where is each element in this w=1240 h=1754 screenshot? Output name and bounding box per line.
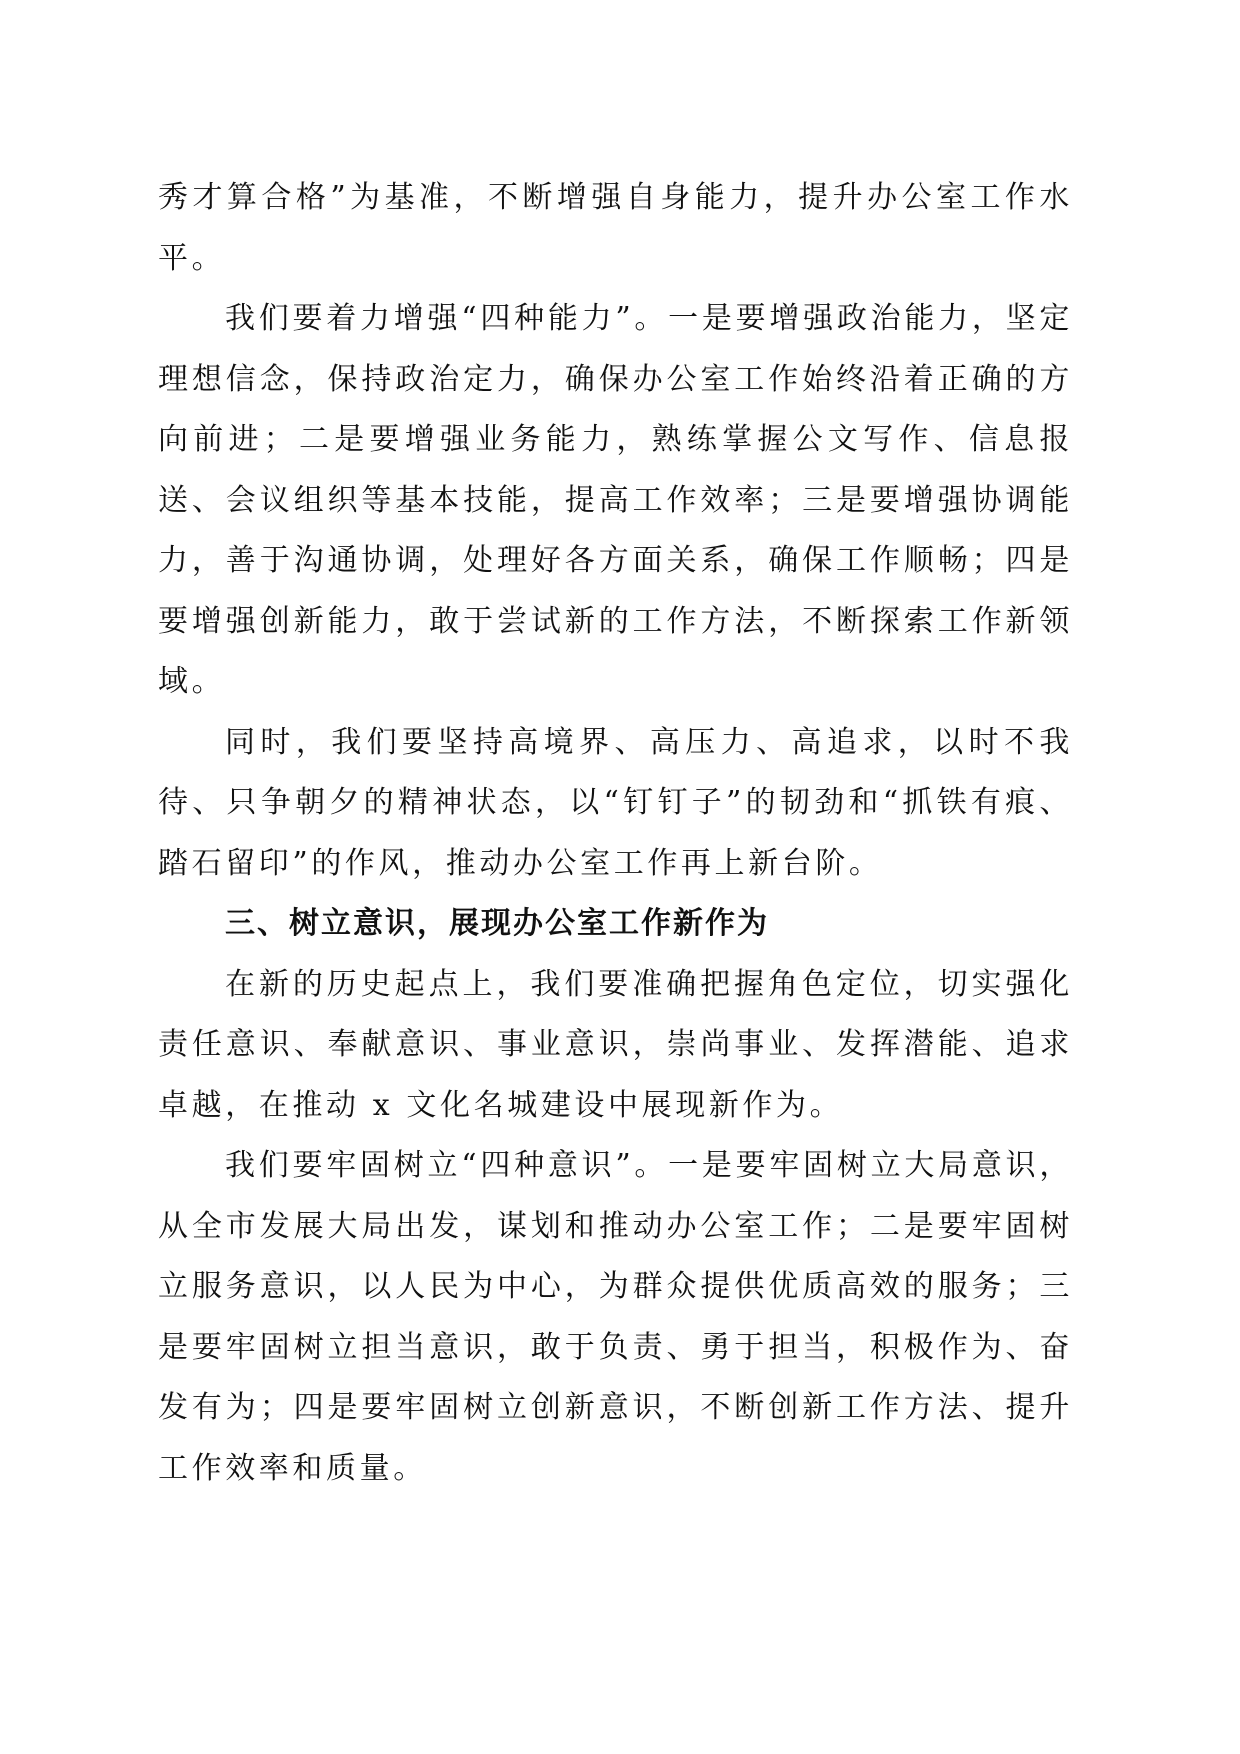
paragraph-continued: 秀才算合格”为基准，不断增强自身能力，提升办公室工作水平。 [158,180,1073,276]
paragraph-four-abilities: 我们要着力增强“四种能力”。一是要增强政治能力，坚定理想信念，保持政治定力，确保办公室工作始终沿着正确的方向前进；二是要增强业务能力，熟练掌握公文写作、信息报送、会议组织等基本技能，提高工作效率；三是要增强协调能力，善于沟通协调，处理好各方面关系，确保工作顺畅；四是要增强创新能力，敢于尝试新的工作方法，不断探索工作新领域。 [158,301,1073,699]
paragraph-new-starting-point: 在新的历史起点上，我们要准确把握角色定位，切实强化责任意识、奉献意识、事业意识，崇尚事业、发挥潜能、追求卓越，在推动 x 文化名城建设中展现新作为。 [158,966,1073,1123]
document-body [158,168,1073,1499]
paragraph-four-awareness: 我们要牢固树立“四种意识”。一是要牢固树立大局意识，从全市发展大局出发，谋划和推动办公室工作；二是要牢固树立服务意识，以人民为中心，为群众提供优质高效的服务；三是要牢固树立担当意识，敢于负责、勇于担当，积极作为、奋发有为；四是要牢固树立创新意识，不断创新工作方法、提升工作效率和质量。 [158,1148,1073,1486]
paragraph-high-standards: 同时，我们要坚持高境界、高压力、高追求，以时不我待、只争朝夕的精神状态，以“钉钉子”的韧劲和“抓铁有痕、踏石留印”的作风，推动办公室工作再上新台阶。 [158,724,1073,881]
section-heading: 三、树立意识，展现办公室工作新作为 [225,906,769,941]
